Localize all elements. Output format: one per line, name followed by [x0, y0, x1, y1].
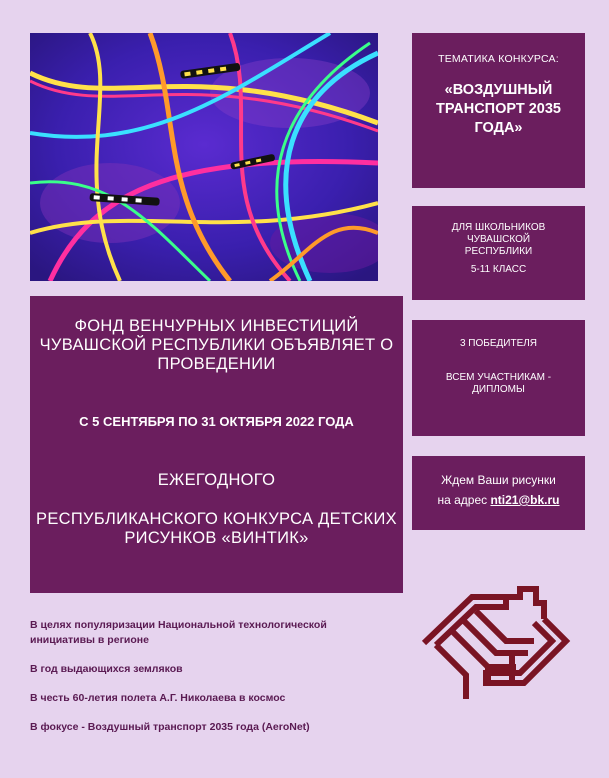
audience-box [412, 206, 585, 300]
goals-list [30, 618, 390, 749]
submission-address [412, 490, 585, 510]
contest-name [30, 471, 403, 548]
audience-grades: 5-11 КЛАСС [470, 264, 527, 275]
list-item: В год выдающихся земляков [30, 663, 183, 675]
children-drawing-image [30, 33, 378, 281]
email-link[interactable]: nti21@bk.ru [490, 493, 560, 507]
theme-box [412, 33, 585, 188]
submission-box [412, 456, 585, 530]
announcement-box [30, 296, 403, 593]
annual-label: ЕЖЕГОДНОГО [157, 471, 276, 489]
list-item: В фокусе - Воздушный транспорт 2035 года (AeroNet) [30, 721, 310, 733]
address-prefix: на адрес [437, 493, 491, 507]
contest-dates: С 5 СЕНТЯБРЯ ПО 31 ОКТЯБРЯ 2022 ГОДА [79, 414, 354, 429]
submission-text: Ждем Ваши рисунки [441, 473, 556, 487]
theme-title: «ВОЗДУШНЫЙ ТРАНСПОРТ 2035 ГОДА» [436, 82, 561, 136]
fund-announcement: ФОНД ВЕНЧУРНЫХ ИНВЕСТИЦИЙ ЧУВАШСКОЙ РЕСПУБЛИКИ ОБЪЯВЛЯЕТ О ПРОВЕДЕНИИ [39, 317, 394, 373]
fund-logo-icon [416, 585, 576, 705]
list-item: В честь 60-летия полета А.Г. Николаева в космос [30, 692, 286, 704]
theme-caption: ТЕМАТИКА КОНКУРСА: [438, 53, 559, 65]
prizes-box [412, 320, 585, 436]
contest-title: РЕСПУБЛИКАНСКОГО КОНКУРСА ДЕТСКИХ РИСУНКОВ «ВИНТИК» [36, 510, 397, 547]
diplomas-note: ВСЕМ УЧАСТНИКАМ - ДИПЛОМЫ [445, 372, 552, 395]
audience-text: ДЛЯ ШКОЛЬНИКОВ ЧУВАШСКОЙ РЕСПУБЛИКИ [451, 222, 546, 257]
list-item: В целях популяризации Национальной технологической инициативы в регионе [30, 619, 327, 646]
winners-count: 3 ПОБЕДИТЕЛЯ [459, 338, 538, 349]
